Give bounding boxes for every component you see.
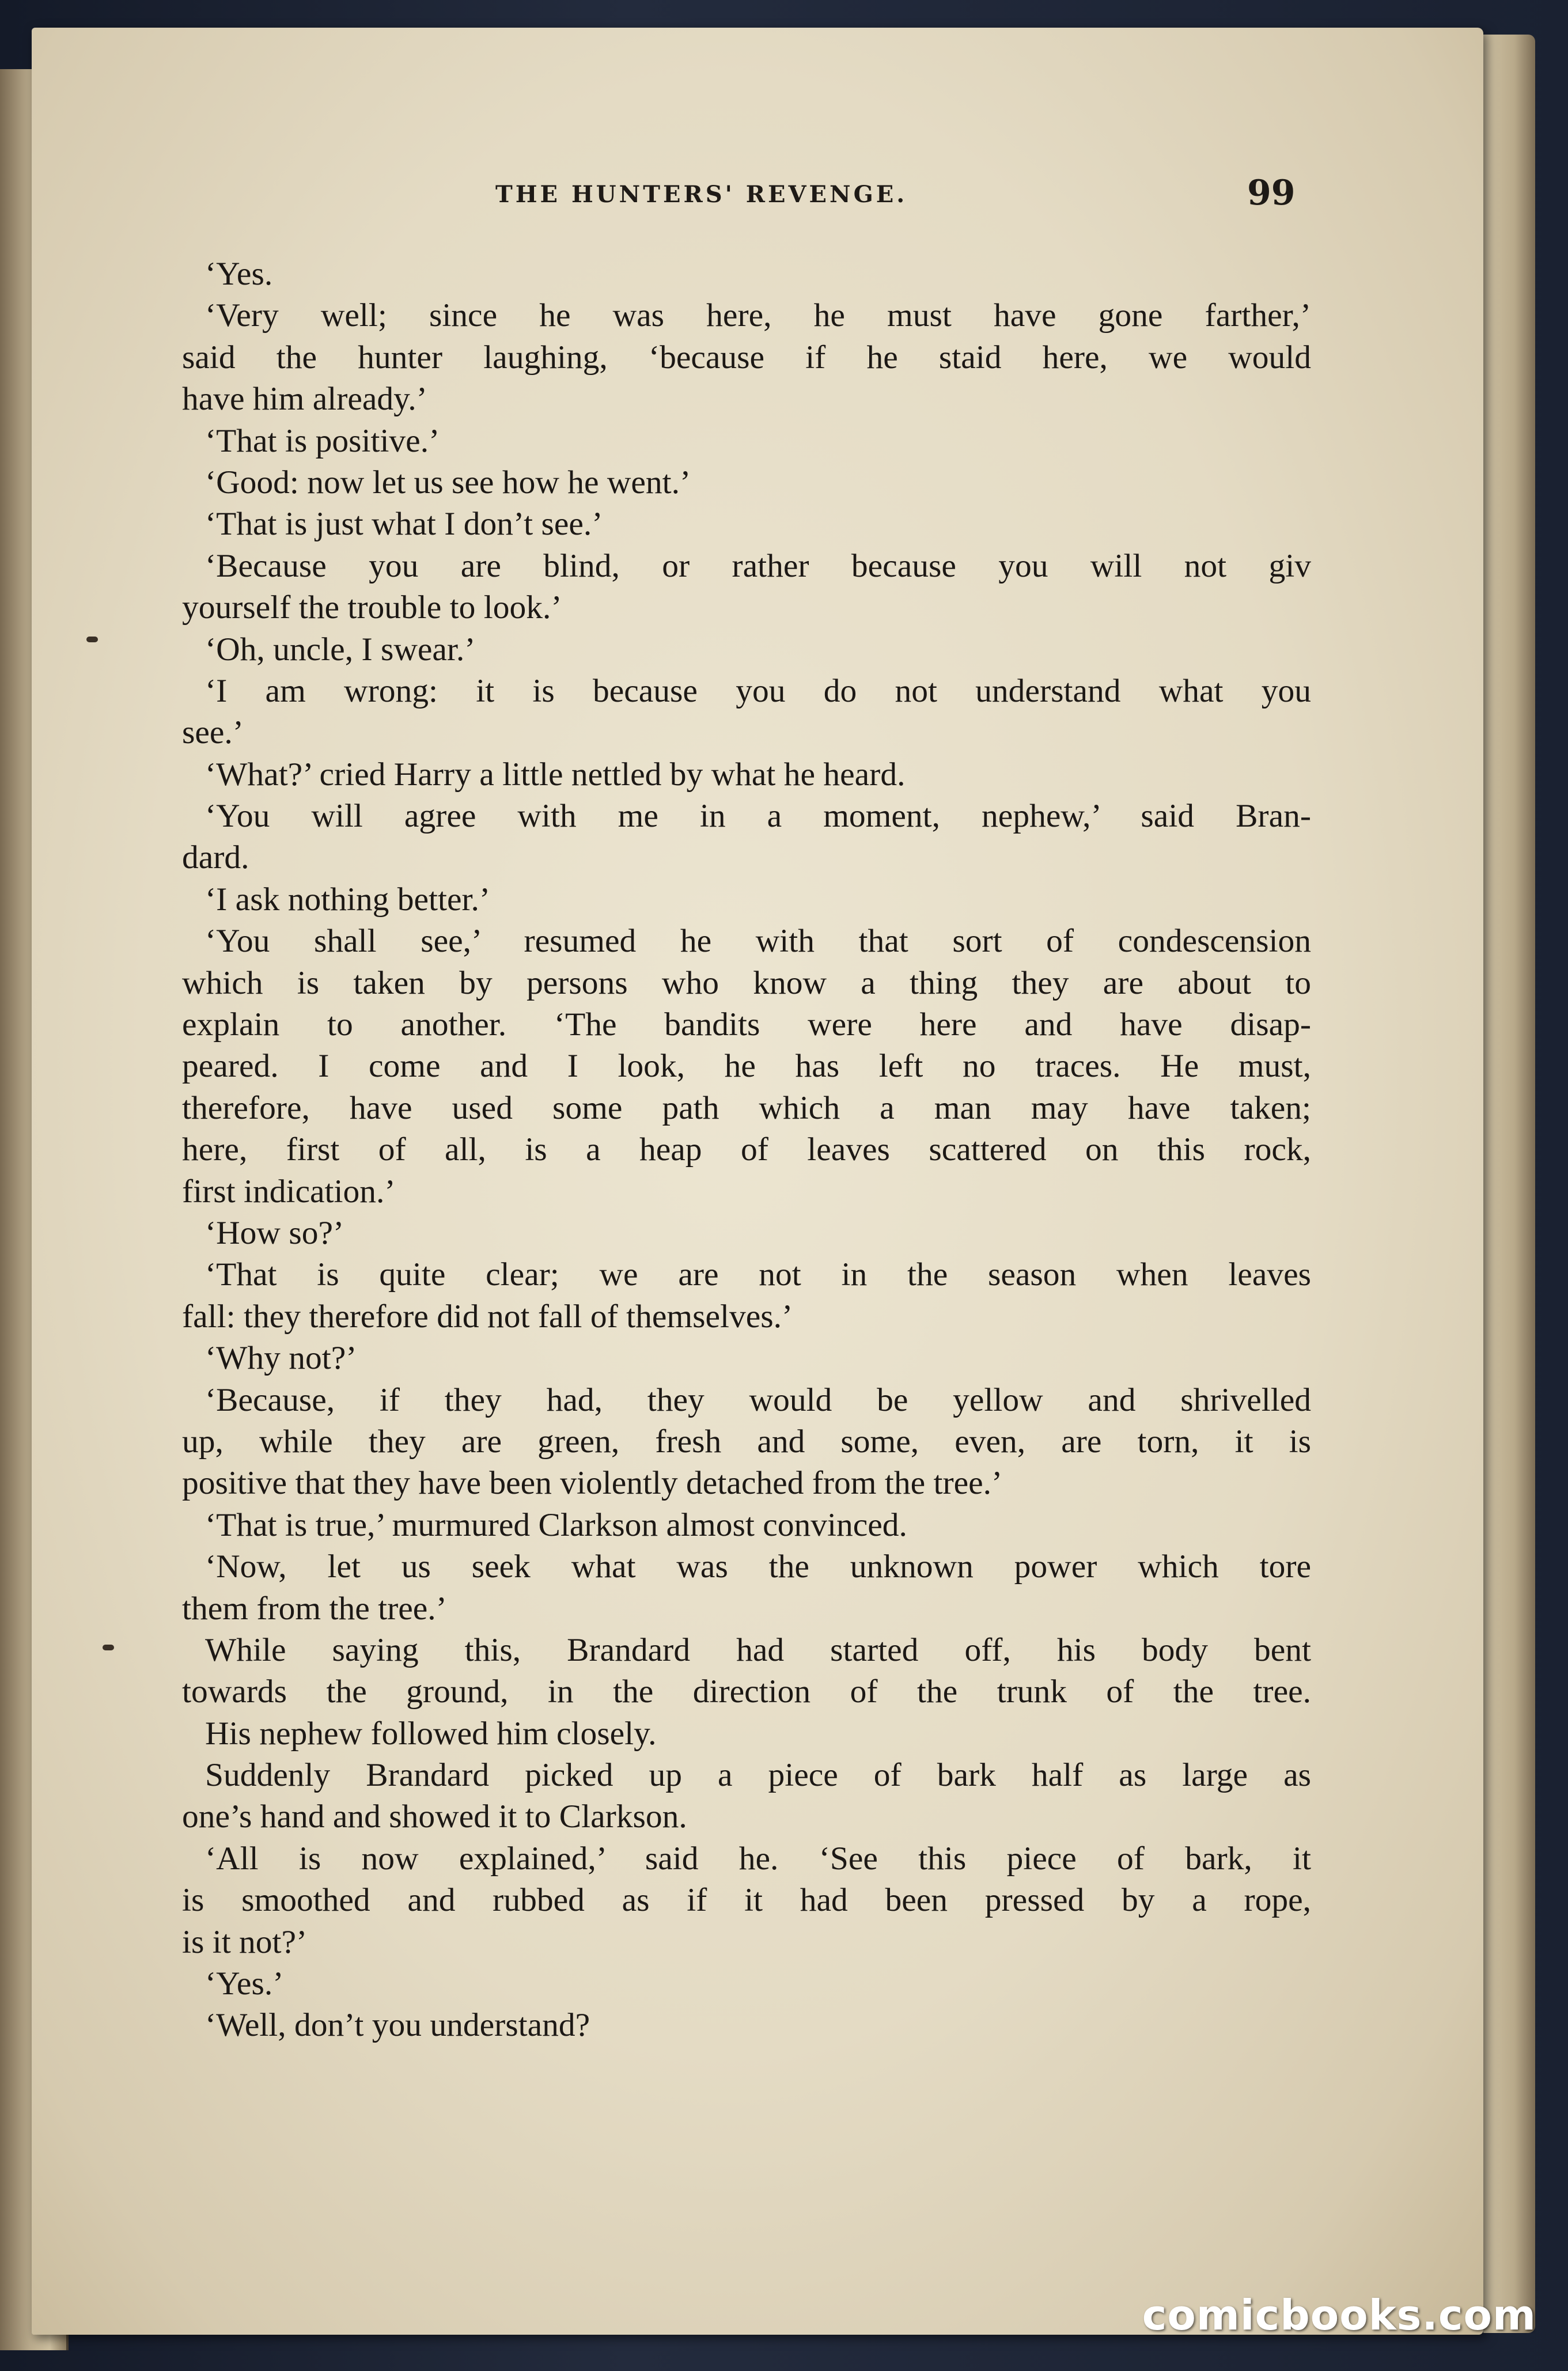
text-line: fall: they therefore did not fall of themselves.’ bbox=[182, 1298, 793, 1335]
text-line: ‘Very well; since he was here, he must have gone farther,’ bbox=[205, 297, 1311, 334]
text-line: up, while they are green, fresh and some, even, are torn, it is bbox=[182, 1423, 1311, 1460]
text-line: yourself the trouble to look.’ bbox=[182, 589, 562, 626]
text-line: positive that they have been violently detached from the tree.’ bbox=[182, 1465, 1003, 1502]
text-line: ‘Now, let us seek what was the unknown power which tore bbox=[205, 1548, 1311, 1585]
text-line: one’s hand and showed it to Clarkson. bbox=[182, 1798, 687, 1835]
binding-mark bbox=[86, 637, 98, 642]
text-line: towards the ground, in the direction of the trunk of the tree. bbox=[182, 1673, 1311, 1710]
text-line: ‘That is just what I don’t see.’ bbox=[205, 506, 603, 543]
page-stack-edge bbox=[1483, 35, 1535, 2333]
text-line: see.’ bbox=[182, 714, 244, 751]
text-line: is it not?’ bbox=[182, 1923, 308, 1960]
text-line: ‘Because you are blind, or rather because you will not giv bbox=[205, 547, 1311, 584]
text-line: ‘Well, don’t you understand? bbox=[205, 2007, 590, 2044]
text-line: ‘All is now explained,’ said he. ‘See this piece of bark, it bbox=[205, 1840, 1311, 1877]
text-line: have him already.’ bbox=[182, 381, 427, 418]
text-line: is smoothed and rubbed as if it had been pressed by a rope, bbox=[182, 1882, 1311, 1919]
running-head: THE HUNTERS' REVENGE. bbox=[495, 181, 908, 208]
text-line: ‘I ask nothing better.’ bbox=[205, 881, 491, 918]
text-line: ‘That is positive.’ bbox=[205, 422, 440, 459]
text-line: first indication.’ bbox=[182, 1173, 396, 1210]
text-line: ‘You will agree with me in a moment, nephew,’ said Bran- bbox=[205, 798, 1311, 835]
binding-mark bbox=[103, 1645, 114, 1650]
text-line: ‘You shall see,’ resumed he with that sort of condescension bbox=[205, 923, 1311, 960]
text-line: ‘Oh, uncle, I swear.’ bbox=[205, 631, 476, 668]
text-line: ‘I am wrong: it is because you do not understand what you bbox=[205, 672, 1311, 709]
text-line: ‘Yes.’ bbox=[205, 1965, 284, 2002]
text-line: them from the tree.’ bbox=[182, 1590, 447, 1627]
text-line: Suddenly Brandard picked up a piece of bark half as large as bbox=[205, 1757, 1311, 1794]
text-line: ‘That is quite clear; we are not in the season when leaves bbox=[205, 1256, 1311, 1293]
page-number: 99 bbox=[1247, 173, 1296, 213]
text-line: ‘Good: now let us see how he went.’ bbox=[205, 464, 691, 501]
text-line: ‘What?’ cried Harry a little nettled by what he heard. bbox=[205, 756, 906, 793]
watermark: comicbooks.com bbox=[1142, 2291, 1536, 2339]
page-text bbox=[182, 253, 1311, 2085]
text-line: here, first of all, is a heap of leaves scattered on this rock, bbox=[182, 1131, 1311, 1168]
text-line: explain to another. ‘The bandits were here and have disap- bbox=[182, 1006, 1311, 1043]
text-line: His nephew followed him closely. bbox=[205, 1715, 657, 1752]
text-line: dard. bbox=[182, 839, 249, 876]
page-header bbox=[173, 173, 1325, 225]
text-line: ‘How so?’ bbox=[205, 1214, 344, 1251]
text-line: ‘Yes. bbox=[205, 256, 273, 292]
text-line: peared. I come and I look, he has left no traces. He must, bbox=[182, 1048, 1311, 1085]
text-line: While saying this, Brandard had started off, his body bent bbox=[205, 1631, 1311, 1668]
text-line: therefore, have used some path which a man may have taken; bbox=[182, 1089, 1311, 1126]
text-line: ‘Why not?’ bbox=[205, 1340, 357, 1377]
text-line: ‘That is true,’ murmured Clarkson almost convinced. bbox=[205, 1506, 907, 1543]
text-line: said the hunter laughing, ‘because if he staid here, we would bbox=[182, 339, 1311, 376]
text-line: ‘Because, if they had, they would be yellow and shrivelled bbox=[205, 1381, 1311, 1418]
text-line: which is taken by persons who know a thing they are about to bbox=[182, 964, 1311, 1001]
